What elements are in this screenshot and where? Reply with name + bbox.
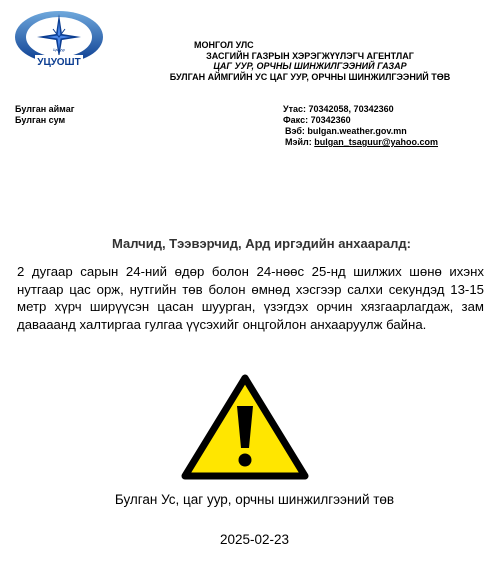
contact-block — [283, 104, 438, 148]
header-center: БУЛГАН АЙМГИЙН УС ЦАГ УУР, ОРЧНЫ ШИНЖИЛГЭЭНИЙ ТӨВ — [169, 71, 451, 82]
notice-heading: Малчид, Тээвэрчид, Ард иргэдийн анхааралд: — [112, 236, 411, 251]
contact-email-label: Мэйл: — [285, 137, 315, 147]
location-aimag: Булган аймаг — [15, 104, 75, 114]
logo-text: УЦУОШТ — [37, 57, 81, 68]
logo-arc-text: Цаг уур — [52, 48, 66, 52]
footer-date: 2025-02-23 — [219, 532, 290, 547]
contact-phone: Утас: 70342058, 70342360 — [283, 104, 394, 114]
contact-email-link[interactable]: bulgan_tsaguur@yahoo.com — [314, 137, 439, 147]
agency-logo — [13, 10, 105, 68]
location-block — [15, 104, 74, 125]
contact-web: Вэб: bulgan.weather.gov.mn — [285, 126, 407, 136]
notice-body: 2 дугаар сарын 24-ний өдөр болон 24-нөөс 25-нд шилжих шөнө ихэнх нутгаар цас орж, нутгийн төв болон өмнөд хэсгээр салхи секундэд 13-15 метр хүрч ширүүсэн цасан шуурган, үзэгдэх орчин хязгаарлагдаж, зам давааанд халтиргаа гулгаа үүсэхийг онцгойлон анхааруулж байна. — [17, 264, 484, 332]
warning-icon — [179, 372, 311, 482]
footer-organization: Булган Ус, цаг уур, орчны шинжилгээний төв — [114, 492, 395, 507]
header-department: ЦАГ УУР, ОРЧНЫ ШИНЖИЛГЭЭНИЙ ГАЗАР — [213, 61, 407, 71]
contact-fax: Факс: 70342360 — [283, 115, 351, 125]
logo-emblem-icon — [13, 10, 105, 68]
header-country: МОНГОЛ УЛС — [194, 40, 254, 50]
header-agency: ЗАСГИЙН ГАЗРЫН ХЭРЭГЖҮҮЛЭГЧ АГЕНТЛАГ — [206, 50, 414, 61]
letterhead — [120, 40, 499, 82]
location-sum: Булган сум — [15, 114, 66, 125]
contact-email-row — [283, 137, 438, 148]
